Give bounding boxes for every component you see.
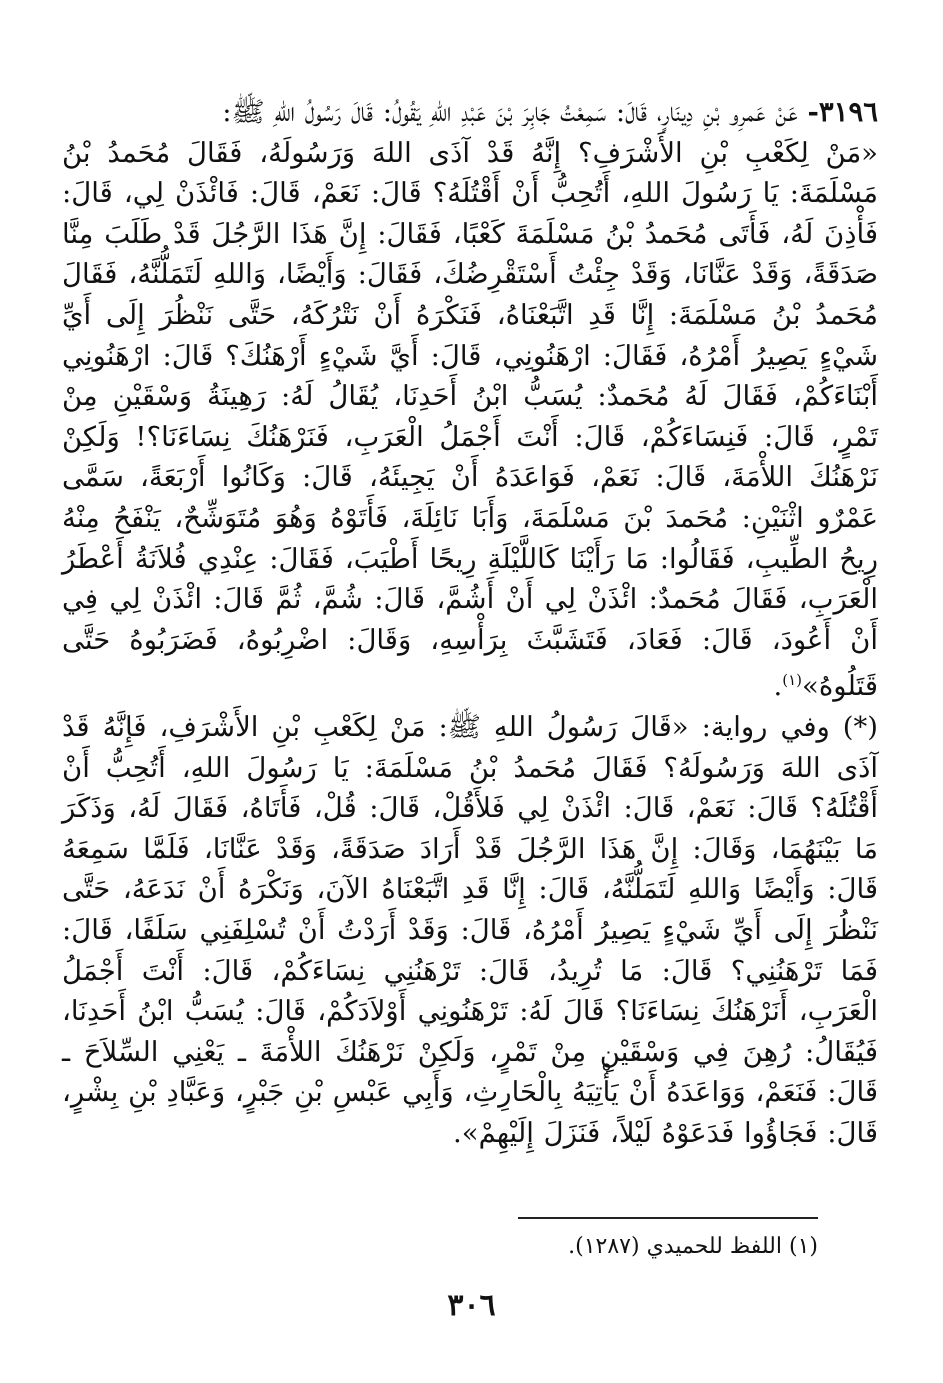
footnote-marker: (١) [782, 671, 802, 690]
footnote: (١) اللفظ للحميدي (١٢٨٧). [568, 1234, 818, 1259]
page-body [62, 92, 878, 1154]
hadith-first-paragraph [62, 92, 878, 133]
hadith-matn-paragraph [62, 133, 878, 707]
footnote-divider [518, 1217, 818, 1219]
hadith-number: ٣١٩٦- [807, 96, 878, 128]
riwaya-paragraph [62, 707, 878, 1154]
page-number: ٣٠٦ [447, 1288, 496, 1323]
matn-end-punctuation: . [773, 670, 783, 703]
hadith-isnad: عَنْ عَمرِو بْنِ دِينَارٍ، قَالَ: سَمِعْتُ جَابِرَ بْنَ عَبْدِ اللهِ يَقُولُ: قَالَ رَسُولُ اللهِ ﷺ: [222, 96, 798, 128]
hadith-matn: «مَنْ لِكَعْبِ بْنِ الأَشْرَفِ؟ إِنَّهُ قَدْ آذَى اللهَ وَرَسُولَهُ، فَقَالَ مُحَمدُ بْنُ مَسْلَمَةَ: يَا رَسُولَ اللهِ، أَتُحِبُّ أَنْ أَقْتُلَهُ؟ قَالَ: نَعَمْ، قَالَ: فَائْذَنْ لِي، قَالَ: فَأْذِنَ لَهُ، فَأَتَى مُحَمدُ بْنُ مَسْلَمَةَ كَعْبًا، فَقَالَ: إِنَّ هَذَا الرَّجُلَ قَدْ طَلَبَ مِنَّا صَدَقَةً، وَقَدْ عَنَّانَا، وَقَدْ جِئْتُ أَسْتَقْرِضُكَ، فَقَالَ: وَأَيْضًا، وَاللهِ لَتَمَلُّنَّهُ، فَقَالَ مُحَمدُ بْنُ مَسْلَمَةَ: إِنَّا قَدِ اتَّبَعْنَاهُ، فَنَكْرَهُ أَنْ نَتْرُكَهُ، حَتَّى نَنْظُرَ إِلَى أَيِّ شَيْءٍ يَصِيرُ أَمْرُهُ، فَقَالَ: ارْهَنُونِي، قَالَ: أَيَّ شَيْءٍ أَرْهَنُكَ؟ قَالَ: ارْهَنُونِي أَبْنَاءَكُمْ، فَقَالَ لَهُ مُحَمدٌ: يُسَبُّ ابْنُ أَحَدِنَا، يُقَالُ لَهُ: رَهِينَةُ وَسْقَيْنِ مِنْ تَمْرٍ، قَالَ: فَنِسَاءَكُمْ، قَالَ: أَنْتَ أَجْمَلُ الْعَرَبِ، فَنَرْهَنُكَ نِسَاءَنَا؟! وَلَكِنْ نَرْهَنُكَ اللأْمَةَ، قَالَ: نَعَمْ، فَوَاعَدَهُ أَنْ يَجِيئَهُ، قَالَ: وَكَانُوا أَرْبَعَةً، سَمَّى عَمْرٌو اثْنَيْنِ: مُحَمدَ بْنَ مَسْلَمَةَ، وَأَبَا نَائِلَةَ، فَأَتَوْهُ وَهُوَ مُتَوَشِّحٌ، يَنْفَحُ مِنْهُ رِيحُ الطِّيبِ، فَقَالُوا: مَا رَأَيْنَا كَاللَّيْلَةِ رِيحًا أَطْيَبَ، فَقَالَ: عِنْدِي فُلاَنَةُ أَعْطَرُ الْعَرَبِ، فَقَالَ مُحَمدٌ: ائْذَنْ لِي أَنْ أَشُمَّ، قَالَ: شُمَّ، ثُمَّ قَالَ: ائْذَنْ لِي فِي أَنْ أَعُودَ، قَالَ: فَعَادَ، فَتَشَبَّثَ بِرَأْسِهِ، وَقَالَ: اضْرِبُوهُ، فَضَرَبُوهُ حَتَّى قَتَلُوهُ» [62, 136, 878, 703]
riwaya-text: (*) وفي رواية: «قَالَ رَسُولُ اللهِ ﷺ: مَنْ لِكَعْبِ بْنِ الأَشْرَفِ، فَإِنَّهُ قَدْ آذَى اللهَ وَرَسُولَهُ؟ فَقَالَ مُحَمدُ بْنُ مَسْلَمَةَ: يَا رَسُولَ اللهِ، أَتُحِبُّ أَنْ أَقْتُلَهُ؟ قَالَ: نَعَمْ، قَالَ: ائْذَنْ لِي فَلأَقُلْ، قَالَ: قُلْ، فَأَتَاهُ، فَقَالَ لَهُ، وَذَكَرَ مَا بَيْنَهُمَا، وَقَالَ: إِنَّ هَذَا الرَّجُلَ قَدْ أَرَادَ صَدَقَةً، وَقَدْ عَنَّانَا، فَلَمَّا سَمِعَهُ قَالَ: وَأَيْضًا وَاللهِ لَتَمَلُّنَّهُ، قَالَ: إِنَّا قَدِ اتَّبَعْنَاهُ الآنَ، وَنَكْرَهُ أَنْ نَدَعَهُ، حَتَّى نَنْظُرَ إِلَى أَيِّ شَيْءٍ يَصِيرُ أَمْرُهُ، قَالَ: وَقَدْ أَرَدْتُ أَنْ تُسْلِفَنِي سَلَفًا، قَالَ: فَمَا تَرْهَنُنِي؟ قَالَ: مَا تُرِيدُ، قَالَ: تَرْهَنُنِي نِسَاءَكُمْ، قَالَ: أَنْتَ أَجْمَلُ الْعَرَبِ، أَنَرْهَنُكَ نِسَاءَنَا؟ قَالَ لَهُ: تَرْهَنُونِي أَوْلاَدَكُمْ، قَالَ: يُسَبُّ ابْنُ أَحَدِنَا، فَيُقَالُ: رُهِنَ فِي وَسْقَيْنِ مِنْ تَمْرٍ، وَلَكِنْ نَرْهَنُكَ اللأْمَةَ ـ يَعْنِي السِّلاَحَ ـ قَالَ: فَنَعَمْ، وَوَاعَدَهُ أَنْ يَأْتِيَهُ بِالْحَارِثِ، وَأَبِي عَبْسِ بْنِ جَبْرٍ، وَعَبَّادِ بْنِ بِشْرٍ، قَالَ: فَجَاؤُوا فَدَعَوْهُ لَيْلاً، فَنَزَلَ إِلَيْهِمْ». [62, 711, 878, 1149]
